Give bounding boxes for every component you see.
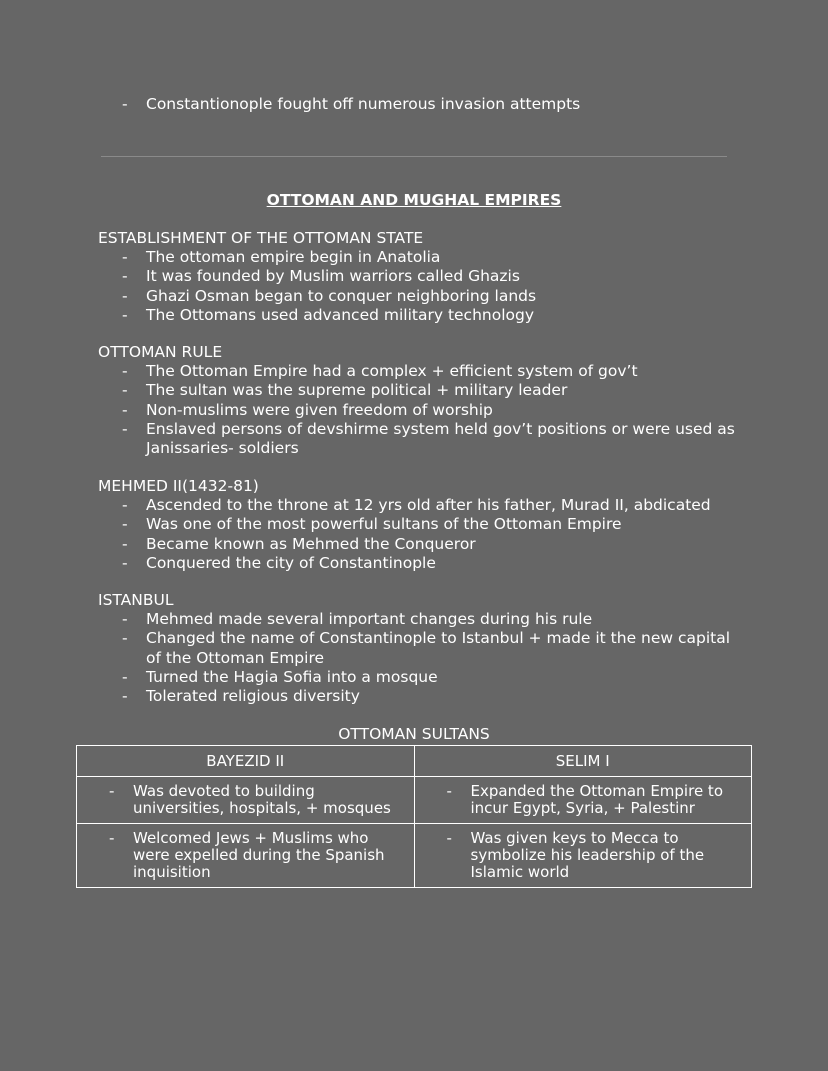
cell-text: - Was given keys to Mecca to symbolize his leadership of the Islamic world <box>419 830 748 881</box>
section-establishment <box>98 229 738 325</box>
table-row <box>77 824 752 888</box>
column-header-selim: SELIM I <box>414 746 752 777</box>
list-item: - Enslaved persons of devshirme system held gov’t positions or were used as Janissaries- soldiers <box>98 420 738 458</box>
section-divider <box>101 156 727 157</box>
table-cell <box>77 777 415 824</box>
list-item: - Constantionople fought off numerous invasion attempts <box>98 95 738 114</box>
table-header-row <box>77 746 752 777</box>
section-heading: ESTABLISHMENT OF THE OTTOMAN STATE <box>98 229 424 247</box>
bullet-list <box>98 248 738 325</box>
cell-text: - Was devoted to building universities, hospitals, + mosques <box>81 783 410 817</box>
section-heading: ISTANBUL <box>98 591 174 609</box>
table-row <box>77 777 752 824</box>
bullet-list <box>98 362 738 458</box>
cell-text: - Expanded the Ottoman Empire to incur Egypt, Syria, + Palestinr <box>419 783 748 817</box>
list-item: - Was one of the most powerful sultans of the Ottoman Empire <box>98 515 738 534</box>
list-item: - The Ottomans used advanced military technology <box>98 306 738 325</box>
list-item: - Became known as Mehmed the Conqueror <box>98 535 738 554</box>
section-mehmed-ii <box>98 477 738 573</box>
column-header-bayezid: BAYEZID II <box>77 746 415 777</box>
bullet-list <box>98 610 738 706</box>
list-item: - Changed the name of Constantinople to Istanbul + made it the new capital of the Ottoman Empire <box>98 629 738 667</box>
list-item: - Ascended to the throne at 12 yrs old after his father, Murad II, abdicated <box>98 496 738 515</box>
list-item: - Conquered the city of Constantinople <box>98 554 738 573</box>
list-item: - The sultan was the supreme political + military leader <box>98 381 738 400</box>
list-item: - The Ottoman Empire had a complex + efficient system of gov’t <box>98 362 738 381</box>
list-item: - Tolerated religious diversity <box>98 687 738 706</box>
list-item: - Ghazi Osman began to conquer neighboring lands <box>98 287 738 306</box>
table-cell <box>77 824 415 888</box>
list-item: - Turned the Hagia Sofia into a mosque <box>98 668 738 687</box>
section-heading: OTTOMAN RULE <box>98 343 223 361</box>
table-cell <box>414 824 752 888</box>
section-heading: MEHMED II(1432-81) <box>98 477 259 495</box>
section-ottoman-rule <box>98 343 738 458</box>
cell-text: - Welcomed Jews + Muslims who were expelled during the Spanish inquisition <box>81 830 410 881</box>
table-cell <box>414 777 752 824</box>
page-title: OTTOMAN AND MUGHAL EMPIRES <box>266 191 562 209</box>
sultans-table <box>76 745 752 888</box>
intro-bullet-list <box>98 95 738 114</box>
list-item: - It was founded by Muslim warriors called Ghazis <box>98 267 738 286</box>
section-istanbul <box>98 591 738 706</box>
list-item: - Non-muslims were given freedom of worship <box>98 401 738 420</box>
bullet-list <box>98 496 738 573</box>
list-item: - The ottoman empire begin in Anatolia <box>98 248 738 267</box>
table-title: OTTOMAN SULTANS <box>338 725 490 743</box>
list-item: - Mehmed made several important changes during his rule <box>98 610 738 629</box>
